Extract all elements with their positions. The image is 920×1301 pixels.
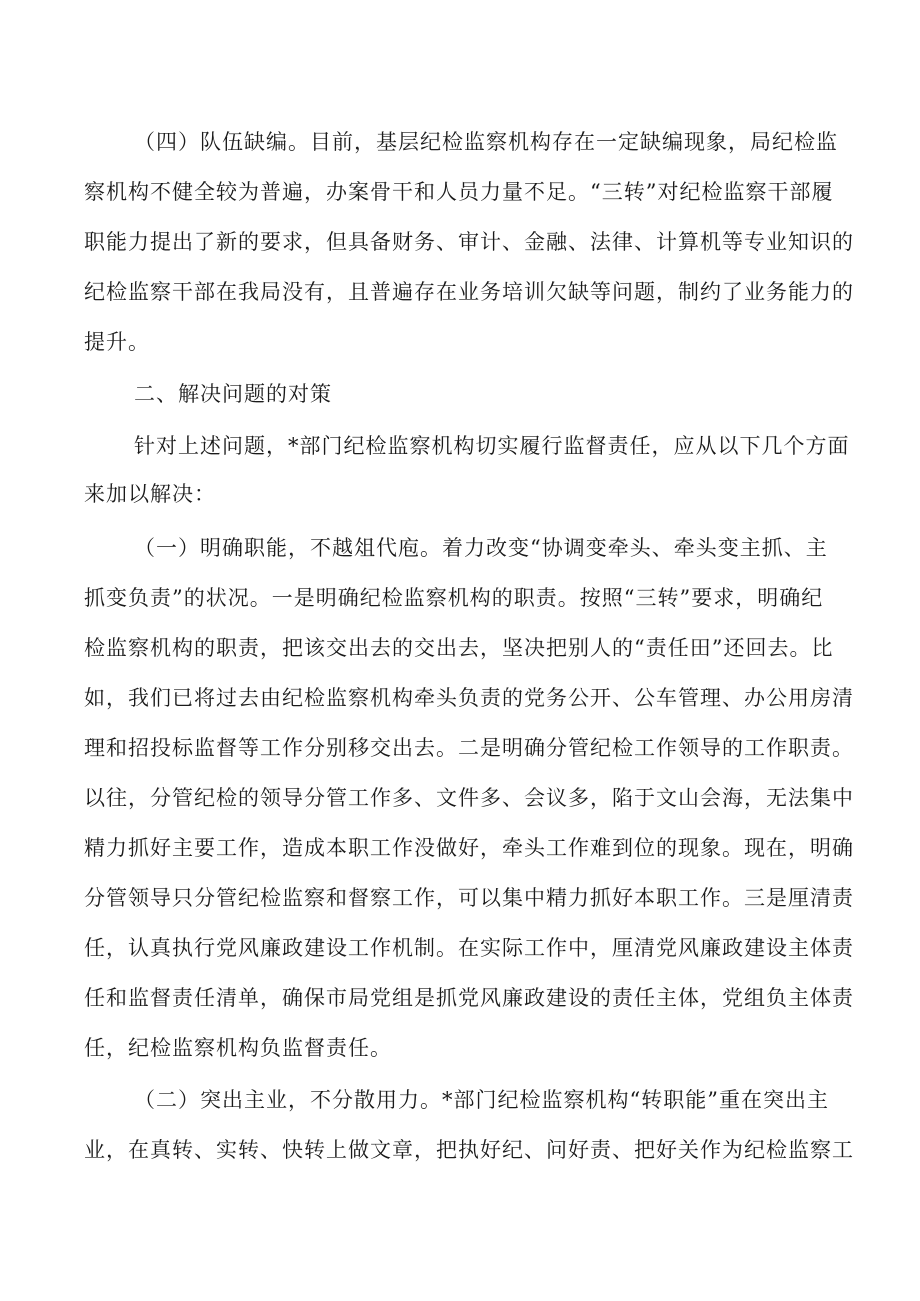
paragraph-line: 任，认真执行党风廉政建设工作机制。在实际工作中，厘清党风廉政建设主体责 — [84, 936, 854, 960]
paragraph-line: （二）突出主业，不分散用力。*部门纪检监察机构“转职能”重在突出主 — [134, 1088, 829, 1112]
paragraph-line: （一）明确职能，不越俎代庖。着力改变“协调变牵头、牵头变主抓、主 — [134, 536, 828, 560]
paragraph-line: （四）队伍缺编。目前，基层纪检监察机构存在一定缺编现象，局纪检监 — [134, 130, 838, 154]
paragraph-line: 纪检监察干部在我局没有，且普遍存在业务培训欠缺等问题，制约了业务能力的 — [84, 280, 854, 304]
section-heading: 二、解决问题的对策 — [134, 382, 332, 406]
paragraph-line: 职能力提出了新的要求，但具备财务、审计、金融、法律、计算机等专业知识的 — [84, 230, 854, 254]
paragraph-line: 任和监督责任清单，确保市局党组是抓党风廉政建设的责任主体，党组负主体责 — [84, 986, 854, 1010]
paragraph-line: 针对上述问题，*部门纪检监察机构切实履行监督责任，应从以下几个方面 — [134, 434, 850, 458]
paragraph-line: 抓变负责”的状况。一是明确纪检监察机构的职责。按照“三转”要求，明确纪 — [84, 586, 824, 610]
paragraph-line: 任，纪检监察机构负监督责任。 — [84, 1036, 392, 1060]
paragraph-line: 察机构不健全较为普遍，办案骨干和人员力量不足。“三转”对纪检监察干部履 — [84, 180, 834, 204]
paragraph-line: 如，我们已将过去由纪检监察机构牵头负责的党务公开、公车管理、办公用房清 — [84, 686, 854, 710]
paragraph-line: 业，在真转、实转、快转上做文章，把执好纪、问好责、把好关作为纪检监察工 — [84, 1138, 854, 1162]
paragraph-line: 理和招投标监督等工作分别移交出去。二是明确分管纪检工作领导的工作职责。 — [84, 736, 854, 760]
paragraph-line: 以往，分管纪检的领导分管工作多、文件多、会议多，陷于文山会海，无法集中 — [84, 786, 854, 810]
paragraph-line: 分管领导只分管纪检监察和督察工作，可以集中精力抓好本职工作。三是厘清责 — [84, 886, 854, 910]
paragraph-line: 检监察机构的职责，把该交出去的交出去，坚决把别人的“责任田”还回去。比 — [84, 636, 834, 660]
paragraph-line: 来加以解决： — [84, 482, 216, 506]
paragraph-line: 提升。 — [84, 330, 150, 354]
paragraph-line: 精力抓好主要工作，造成本职工作没做好，牵头工作难到位的现象。现在，明确 — [84, 836, 854, 860]
